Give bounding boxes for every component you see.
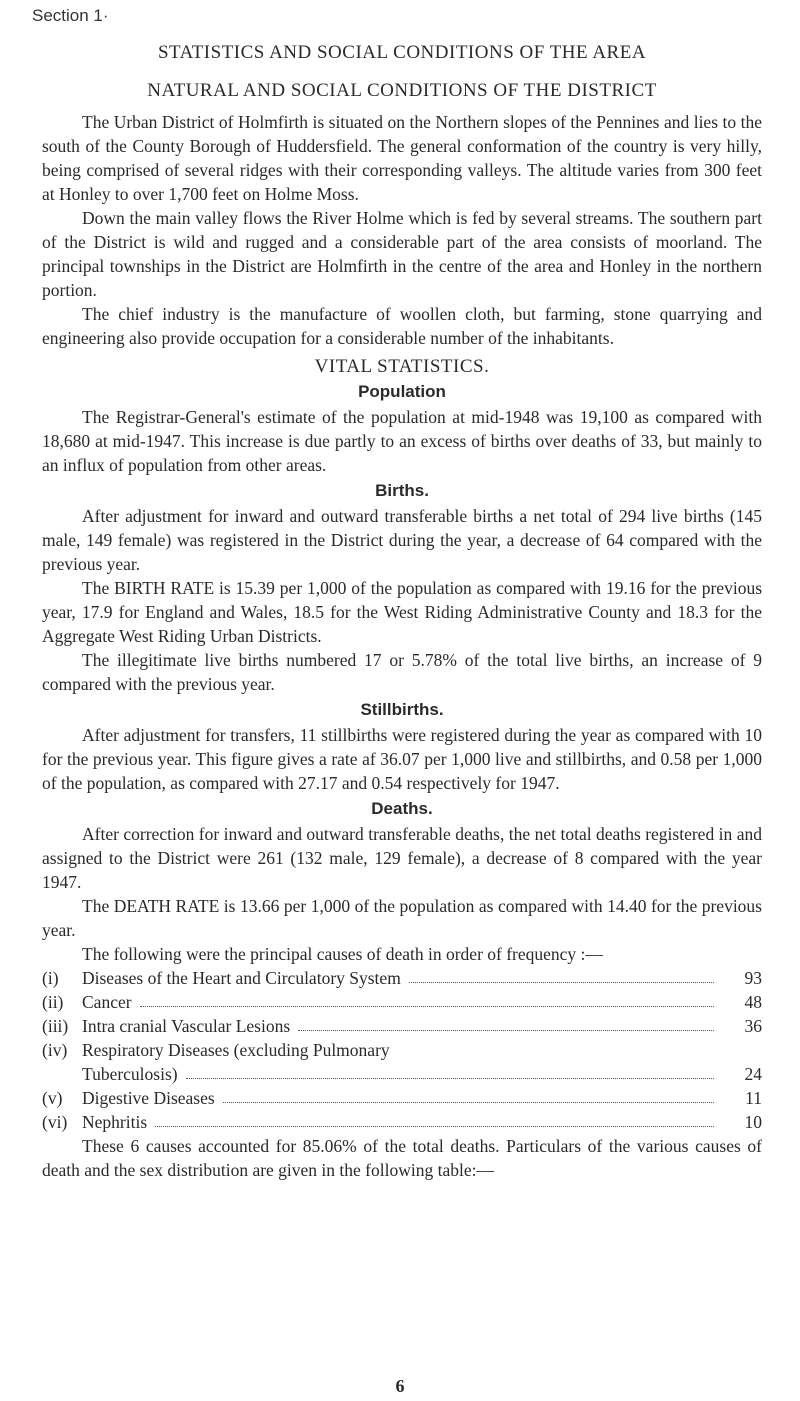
- births-heading: Births.: [375, 481, 429, 500]
- leader-dots: [298, 1014, 714, 1031]
- cause-count: 36: [744, 1016, 762, 1036]
- population-heading: Population: [358, 382, 446, 401]
- cause-label: Diseases of the Heart and Circulatory System: [82, 968, 401, 988]
- leader-dots: [409, 966, 714, 983]
- page-number: 6: [395, 1376, 405, 1396]
- cause-label: Respiratory Diseases (excluding Pulmonary: [82, 1040, 390, 1060]
- births-paragraph-1: After adjustment for inward and outward transferable births a net total of 294 live births (145 male, 149 female) was registered in the District during the year, a decrease of 64 compared with the previous year.: [42, 506, 762, 574]
- cause-number: (i): [42, 968, 59, 988]
- cause-label: Intra cranial Vascular Lesions: [82, 1016, 291, 1036]
- cause-count: 11: [745, 1088, 762, 1108]
- natural-paragraph-1: The Urban District of Holmfirth is situated on the Northern slopes of the Pennines and lies to the south of the County Borough of Huddersfield. The general conformation of the country is very hilly, being comprised of several ridges with their corresponding valleys. The altitude varies from 300 feet at Honley to over 1,700 feet on Holme Moss.: [42, 112, 762, 204]
- vital-statistics-heading: VITAL STATISTICS.: [314, 356, 490, 377]
- deaths-paragraph-4: These 6 causes accounted for 85.06% of the total deaths. Particulars of the various causes of death and the sex distribution are given in the following table:—: [42, 1136, 762, 1180]
- section-label: Section 1·: [32, 6, 109, 25]
- cause-count: 10: [744, 1112, 762, 1132]
- leader-dots: [155, 1110, 714, 1127]
- population-paragraph: The Registrar-General's estimate of the population at mid-1948 was 19,100 as compared with 18,680 at mid-1947. This increase is due partly to an excess of births over deaths of 33, but mainly to an influx of population from other areas.: [42, 407, 762, 475]
- cause-count: 93: [744, 968, 762, 988]
- natural-paragraph-2: Down the main valley flows the River Holme which is fed by several streams. The southern part of the District is wild and rugged and a considerable part of the area consists of moorland. The principal townships in the District are Holmfirth in the centre of the area and Honley in the northern portion.: [42, 208, 762, 300]
- main-heading: STATISTICS AND SOCIAL CONDITIONS OF THE AREA: [157, 42, 647, 63]
- list-item: [42, 1086, 762, 1110]
- leader-dots: [186, 1062, 714, 1079]
- cause-number: (v): [42, 1088, 63, 1108]
- page-content: [42, 42, 762, 1182]
- cause-label: Nephritis: [82, 1112, 148, 1132]
- leader-dots: [140, 990, 714, 1007]
- cause-number: (vi): [42, 1112, 68, 1132]
- cause-label: Cancer: [82, 992, 132, 1012]
- cause-number: (iv): [42, 1040, 68, 1060]
- list-item: [42, 966, 762, 990]
- stillbirths-paragraph: After adjustment for transfers, 11 stillbirths were registered during the year as compared with 10 for the previous year. This figure gives a rate af 36.07 per 1,000 live and stillbirths, and 0.58 per 1,000 of the population, as compared with 27.17 and 0.54 respectively for 1947.: [42, 725, 762, 793]
- deaths-heading: Deaths.: [371, 799, 433, 818]
- cause-count: 48: [744, 992, 762, 1012]
- deaths-paragraph-3: The following were the principal causes of death in order of frequency :—: [82, 944, 603, 964]
- list-item-continuation: [42, 1062, 762, 1086]
- cause-label-continued: Tuberculosis): [82, 1064, 178, 1084]
- cause-number: (ii): [42, 992, 64, 1012]
- list-item: [42, 1110, 762, 1134]
- births-paragraph-2: The BIRTH RATE is 15.39 per 1,000 of the population as compared with 19.16 for the previous year, 17.9 for England and Wales, 18.5 for the West Riding Administrative County and 18.3 for the Aggregate West Riding Urban Districts.: [42, 578, 762, 646]
- cause-number: (iii): [42, 1016, 69, 1036]
- deaths-paragraph-1: After correction for inward and outward transferable deaths, the net total deaths registered in and assigned to the District were 261 (132 male, 129 female), a decrease of 8 compared with the year 1947.: [42, 824, 762, 892]
- causes-of-death-list: [42, 966, 762, 1134]
- natural-paragraph-3: The chief industry is the manufacture of woollen cloth, but farming, stone quarrying and engineering also provide occupation for a considerable number of the inhabitants.: [42, 304, 762, 348]
- cause-count: 24: [744, 1064, 762, 1084]
- births-paragraph-3: The illegitimate live births numbered 17 or 5.78% of the total live births, an increase of 9 compared with the previous year.: [42, 650, 762, 694]
- stillbirths-heading: Stillbirths.: [360, 700, 444, 719]
- deaths-paragraph-2: The DEATH RATE is 13.66 per 1,000 of the population as compared with 14.40 for the previous year.: [42, 896, 762, 940]
- leader-dots: [223, 1086, 714, 1103]
- list-item: [42, 1038, 762, 1062]
- list-item: [42, 990, 762, 1014]
- cause-label: Digestive Diseases: [82, 1088, 215, 1108]
- list-item: [42, 1014, 762, 1038]
- sub-heading: NATURAL AND SOCIAL CONDITIONS OF THE DISTRICT: [147, 80, 657, 101]
